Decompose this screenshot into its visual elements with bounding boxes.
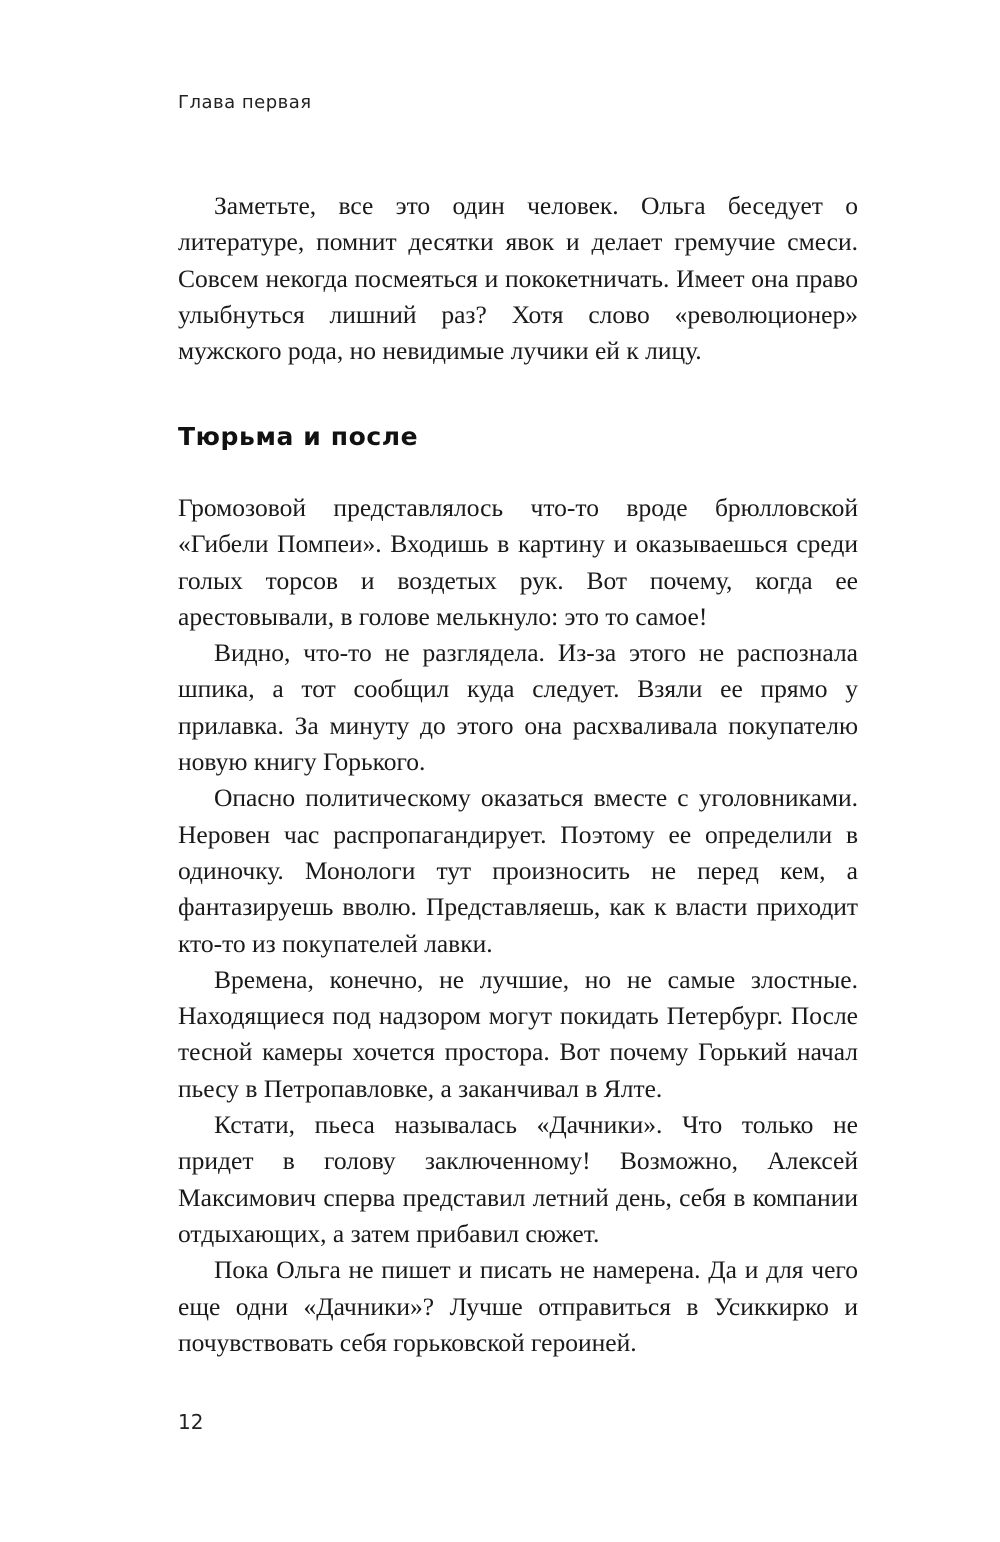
paragraph: Опасно политическому оказаться вместе с уголовниками. Неровен час распропагандирует. Поэтому ее определили в одиночку. Монологи тут произносить не перед кем, а фантазируешь вволю. Представляешь, как к власти приходит кто-то из покупателей лавки. (178, 783, 858, 958)
section-heading: Тюрьма и после (178, 422, 419, 451)
page-number: 12 (178, 1410, 204, 1434)
paragraph: Кстати, пьеса называлась «Дачники». Что только не придет в голову заключенному! Возможно, Алексей Максимович сперва представил летний день, себя в компании отдыхающих, а затем прибавил сюжет. (178, 1110, 858, 1248)
paragraph: Пока Ольга не пишет и писать не намерена. Да и для чего еще одни «Дачники»? Лучше отправиться в Усиккирко и почувствовать себя горьковской героиней. (178, 1255, 858, 1357)
paragraph: Времена, конечно, не лучшие, но не самые злостные. Находящиеся под надзором могут покидать Петербург. После тесной камеры хочется простора. Вот почему Горький начал пьесу в Петропавловке, а заканчивал в Ялте. (178, 964, 858, 1103)
paragraph: Заметьте, все это один человек. Ольга беседует о литературе, помнит десятки явок и делает гремучие смеси. Совсем некогда посмеяться и пококетничать. Имеет она право улыбнуться лишний раз? Хотя слово «революционер» мужского рода, но невидимые лучики ей к лицу. (178, 191, 858, 366)
running-head: Глава первая (178, 92, 312, 113)
paragraph: Видно, что-то не разглядела. Из-за этого не распознала шпика, а тот сообщил куда следует. Взяли ее прямо у прилавка. За минуту до этого она расхваливала покупателю новую книгу Горького. (178, 638, 858, 777)
intro-text (178, 188, 858, 369)
paragraph: Громозовой представлялось что-то вроде брюлловской «Гибели Помпеи». Входишь в картину и оказываешься среди голых торсов и воздетых рук. Вот почему, когда ее арестовывали, в голове мелькнуло: это то самое! (178, 493, 858, 631)
section-text (178, 490, 858, 1361)
